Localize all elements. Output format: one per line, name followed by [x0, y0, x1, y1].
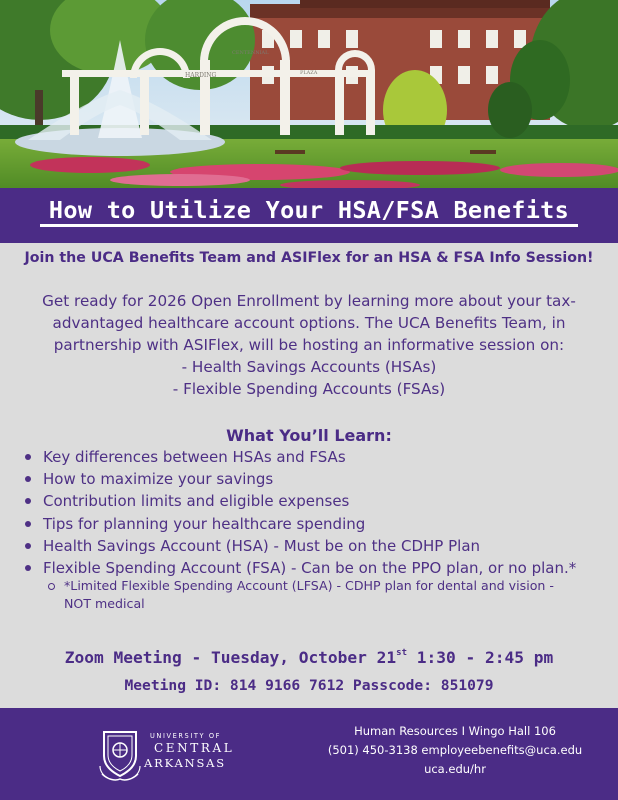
- contact-info: [320, 722, 590, 779]
- zoom-time: 1:30 - 2:45 pm: [407, 648, 554, 667]
- contact-office: Human Resources I Wingo Hall 106: [354, 724, 556, 738]
- list-item-text: Flexible Spending Account (FSA) - Can be on the PPO plan, or no plan.*: [43, 558, 577, 577]
- shield-icon: [98, 726, 142, 782]
- hollow-bullet-icon: [48, 583, 55, 590]
- intro-paragraph: [22, 290, 596, 400]
- list-item: [25, 535, 576, 557]
- zoom-meeting-time: [0, 648, 618, 667]
- lfsa-note-line: NOT medical: [64, 596, 145, 611]
- date-ordinal: st: [396, 648, 407, 658]
- lfsa-note-line: *Limited Flexible Spending Account (LFSA) - CDHP plan for dental and vision -: [64, 578, 554, 593]
- bullet-icon: [25, 476, 31, 482]
- meeting-credentials: Meeting ID: 814 9166 7612 Passcode: 851079: [124, 677, 494, 694]
- list-item-text: Key differences between HSAs and FSAs: [43, 448, 346, 466]
- list-item: [25, 557, 576, 579]
- archway-inscription-right: PLAZA: [300, 70, 318, 76]
- list-item: [25, 446, 576, 468]
- archway-inscription-center: CENTENNIAL: [232, 50, 269, 56]
- session-topic-hsa: - Health Savings Accounts (HSAs): [181, 358, 437, 376]
- intro-line: partnership with ASIFlex, will be hosting an informative session on:: [53, 336, 565, 354]
- archway-inscription-left: HARDING: [185, 72, 217, 79]
- title-underline: [40, 224, 578, 227]
- logo-central: CENTRAL: [154, 741, 235, 755]
- page-title: How to Utilize Your HSA/FSA Benefits: [48, 196, 570, 224]
- logo-university-of: UNIVERSITY OF: [150, 732, 222, 740]
- lfsa-note: [48, 577, 600, 613]
- learn-list: [25, 446, 576, 579]
- list-item-text: Health Savings Account (HSA) - Must be on the CDHP Plan: [43, 536, 481, 555]
- title-banner: [0, 188, 618, 243]
- list-item: [25, 490, 576, 512]
- list-item: [25, 513, 576, 535]
- logo-arkansas: ARKANSAS: [144, 756, 226, 770]
- learn-heading: What You’ll Learn:: [226, 426, 392, 445]
- invite-headline: Join the UCA Benefits Team and ASIFlex for an HSA & FSA Info Session!: [24, 250, 594, 266]
- session-topic-fsa: - Flexible Spending Accounts (FSAs): [172, 380, 446, 398]
- bullet-icon: [25, 543, 31, 549]
- bullet-icon: [25, 565, 31, 571]
- body-section: [0, 243, 618, 708]
- list-item: [25, 468, 576, 490]
- bullet-icon: [25, 454, 31, 460]
- intro-line: Get ready for 2026 Open Enrollment by learning more about your tax-: [42, 292, 576, 310]
- footer: [0, 708, 618, 800]
- contact-phone-email: (501) 450-3138 employeebenefits@uca.edu: [327, 743, 583, 757]
- bullet-icon: [25, 498, 31, 504]
- list-item-text: How to maximize your savings: [43, 470, 274, 489]
- bullet-icon: [25, 521, 31, 527]
- list-item-text: Tips for planning your healthcare spending: [43, 514, 366, 533]
- contact-website: uca.edu/hr: [424, 762, 486, 776]
- list-item-text: Contribution limits and eligible expenses: [43, 492, 350, 511]
- uca-logo: [98, 726, 248, 786]
- intro-line: advantaged healthcare account options. The UCA Benefits Team, in: [52, 314, 566, 332]
- zoom-date: Zoom Meeting - Tuesday, October 21: [64, 648, 397, 667]
- campus-photo: [0, 0, 618, 190]
